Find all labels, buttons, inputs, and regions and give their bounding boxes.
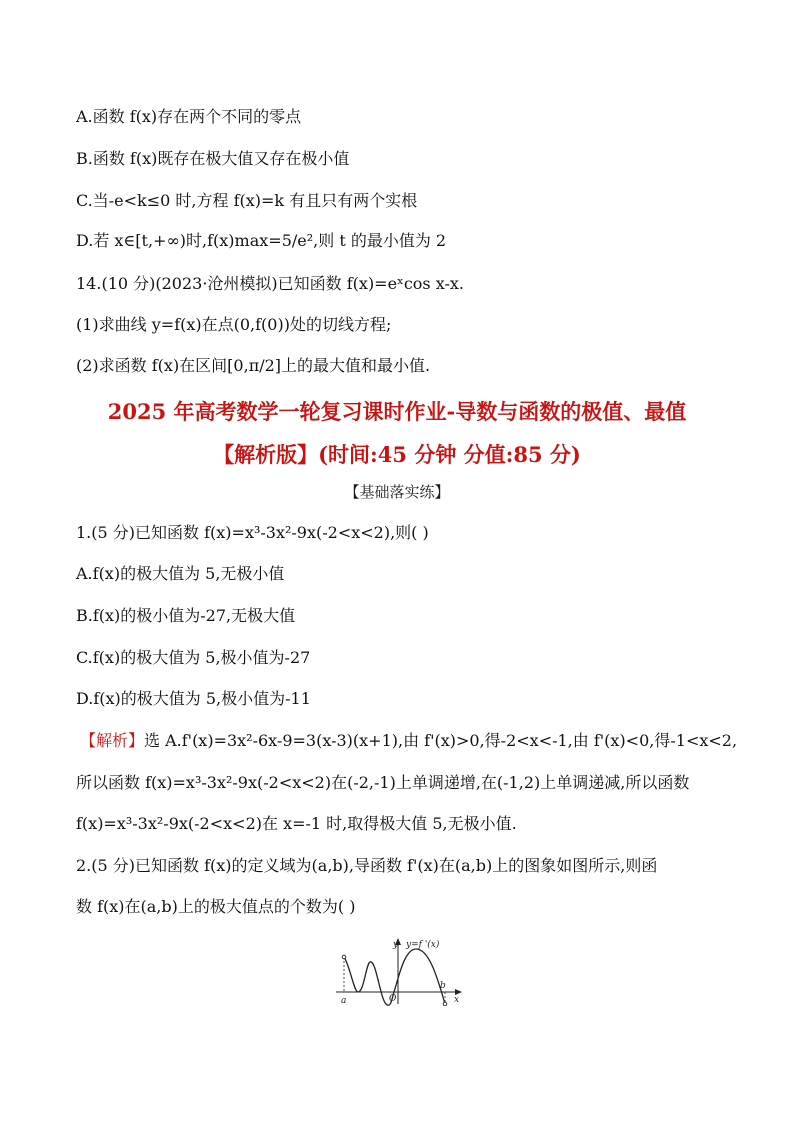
option-a: A.函数 f(x)存在两个不同的零点	[76, 107, 302, 126]
question-2-stem-1: 2.(5 分)已知函数 f(x)的定义域为(a,b),导函数 f'(x)在(a,b)上的图象如图所示,则函	[76, 856, 658, 875]
option-c: C.当-e<k≤0 时,方程 f(x)=k 有且只有两个实根	[76, 191, 418, 210]
origin-label: O	[389, 994, 397, 1004]
option-d: D.若 x∈[t,+∞)时,f(x)max=5/e²,则 t 的最小值为 2	[76, 231, 447, 250]
page-title: 2025 年高考数学一轮复习课时作业-导数与函数的极值、最值	[107, 399, 687, 424]
analysis-tag: 【解析】	[80, 731, 145, 750]
derivative-graph	[336, 934, 466, 1006]
section-heading: 【基础落实练】	[344, 483, 450, 501]
curve-label: y=f '(x)	[406, 940, 440, 950]
question-1-option-c: C.f(x)的极大值为 5,极小值为-27	[76, 648, 311, 667]
question-1-stem: 1.(5 分)已知函数 f(x)=x³-3x²-9x(-2<x<2),则( )	[76, 523, 429, 542]
open-endpoint-b	[443, 1002, 447, 1006]
question-14-part-2: (2)求函数 f(x)在区间[0,π/2]上的最大值和最小值.	[76, 356, 431, 375]
question-2-stem-2: 数 f(x)在(a,b)上的极大值点的个数为( )	[76, 897, 356, 916]
a-label: a	[341, 996, 347, 1006]
question-14-stem: 14.(10 分)(2023·沧州模拟)已知函数 f(x)=eˣcos x-x.	[76, 274, 464, 293]
analysis-line-1	[80, 730, 737, 752]
open-endpoint-a	[342, 955, 346, 959]
analysis-line-2: 所以函数 f(x)=x³-3x²-9x(-2<x<2)在(-2,-1)上单调递增,在(-1,2)上单调递减,所以函数	[76, 773, 690, 792]
question-1-option-a: A.f(x)的极大值为 5,无极小值	[76, 564, 285, 583]
analysis-line-3: f(x)=x³-3x²-9x(-2<x<2)在 x=-1 时,取得极大值 5,无极小值.	[76, 814, 517, 833]
analysis-text-1: 选 A.f'(x)=3x²-6x-9=3(x-3)(x+1),由 f'(x)>0,得-2<x<-1,由 f'(x)<0,得-1<x<2,	[144, 731, 738, 750]
b-label: b	[440, 981, 446, 991]
page-subtitle: 【解析版】(时间:45 分钟 分值:85 分)	[213, 442, 581, 467]
question-14-part-1: (1)求曲线 y=f(x)在点(0,f(0))处的切线方程;	[76, 315, 392, 334]
question-1-option-d: D.f(x)的极大值为 5,极小值为-11	[76, 689, 311, 708]
y-label: y	[393, 940, 399, 950]
question-1-option-b: B.f(x)的极小值为-27,无极大值	[76, 606, 296, 625]
option-b: B.函数 f(x)既存在极大值又存在极小值	[76, 149, 350, 168]
x-label: x	[454, 995, 460, 1005]
